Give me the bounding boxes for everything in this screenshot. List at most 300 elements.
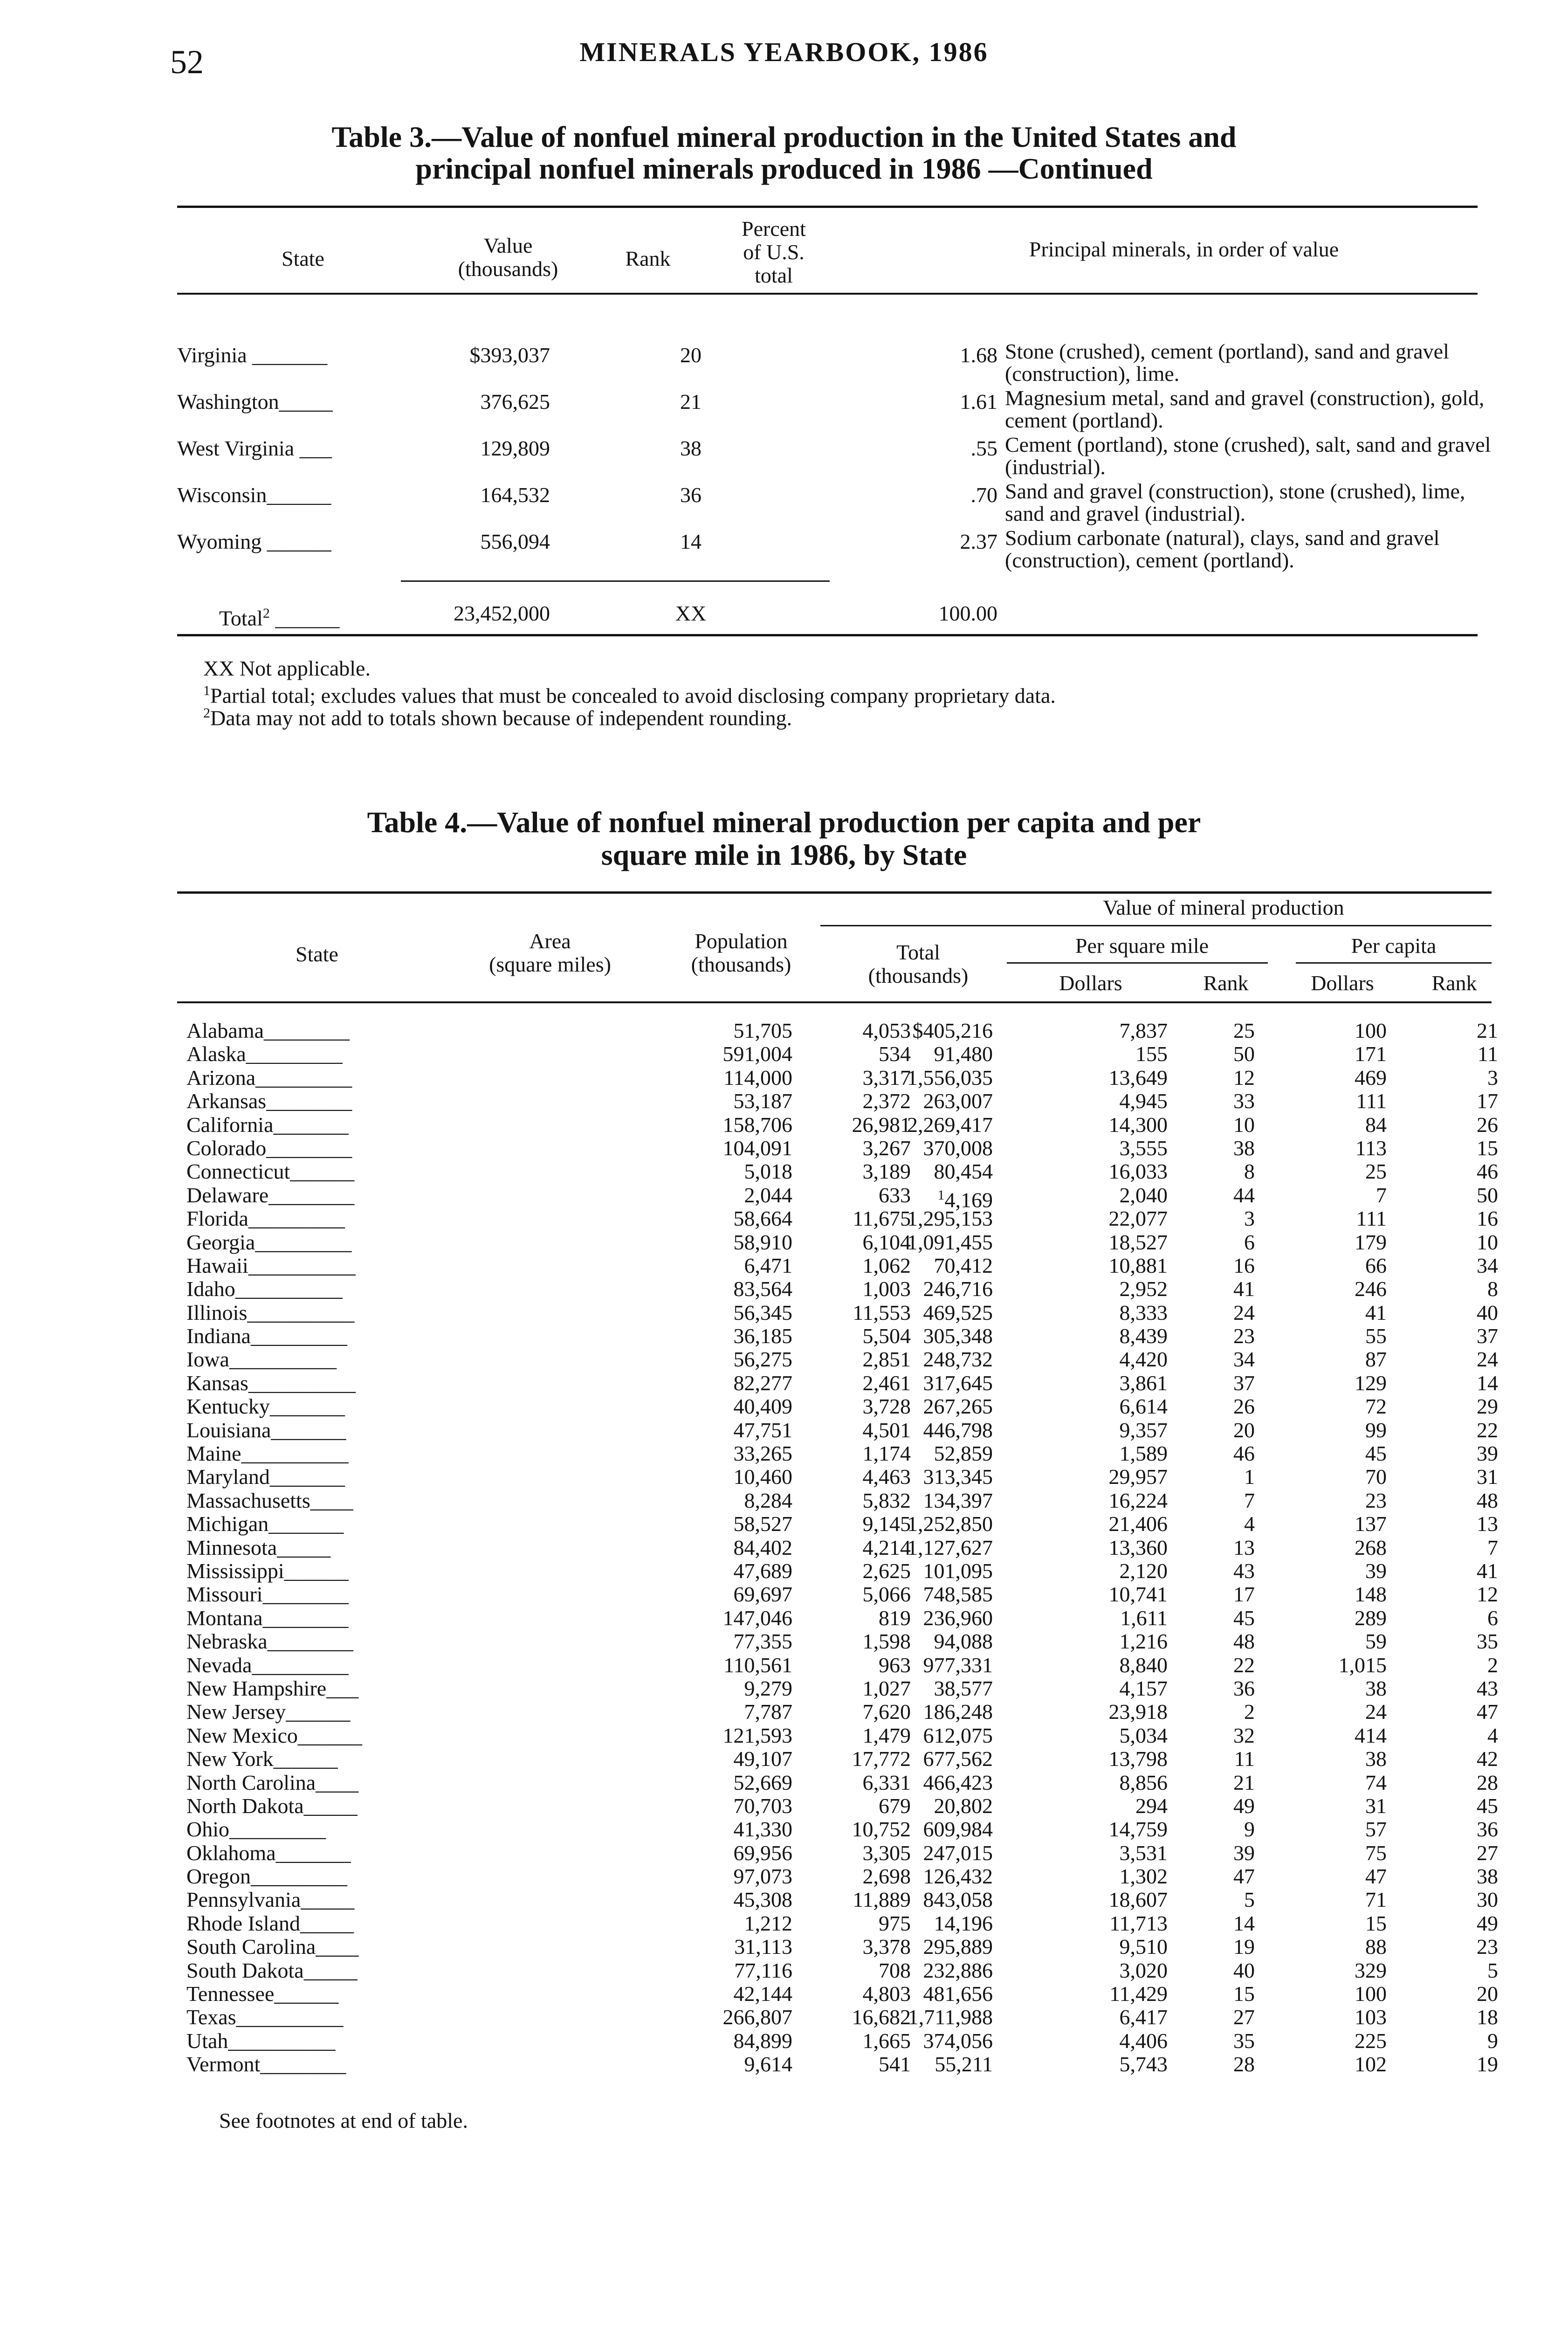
table4-header-group: Value of mineral production — [1103, 896, 1344, 919]
area-cell: 45,308 — [733, 1888, 792, 1912]
area-cell: 9,279 — [744, 1676, 792, 1700]
area-cell: 7,787 — [744, 1700, 792, 1724]
per-capita-rank-cell: 26 — [1477, 1112, 1498, 1137]
per-capita-dollars-cell: 84 — [1365, 1112, 1387, 1137]
total-cell: 374,056 — [923, 2028, 993, 2053]
table4-header-cap-rank: Rank — [1431, 971, 1477, 995]
total-cell: 748,585 — [923, 1582, 993, 1607]
area-cell: 70,703 — [733, 1793, 792, 1818]
per-capita-dollars-cell: 225 — [1355, 2028, 1387, 2053]
total-cell: 469,525 — [923, 1300, 993, 1324]
state-name: California_______ — [186, 1112, 349, 1137]
table3-header-minerals: Principal minerals, in order of value — [1029, 237, 1339, 261]
per-capita-rank-cell: 50 — [1477, 1183, 1498, 1207]
table4-row — [177, 1911, 1498, 1935]
per-capita-rank-cell: 47 — [1477, 1700, 1498, 1724]
population-cell: 1,479 — [862, 1723, 911, 1747]
population-cell: 17,772 — [852, 1747, 911, 1771]
table4-row — [177, 1747, 1498, 1771]
population-cell: 534 — [879, 1042, 911, 1066]
area-cell: 97,073 — [733, 1864, 792, 1889]
state-name: Texas__________ — [186, 2005, 344, 2029]
population-cell: 11,889 — [853, 1888, 911, 1912]
percent-cell: 1.61 — [960, 390, 997, 414]
table4-header-state: State — [296, 942, 338, 966]
table4-row — [177, 1841, 1498, 1865]
sq-mile-dollars-cell: 4,420 — [1119, 1347, 1168, 1372]
area-cell: 36,185 — [733, 1324, 792, 1348]
table4-row — [177, 1535, 1498, 1559]
state-name: Tennessee______ — [186, 1982, 339, 2006]
sq-mile-dollars-cell: 8,439 — [1119, 1324, 1168, 1348]
per-capita-rank-cell: 6 — [1487, 1606, 1498, 1630]
state-name: Oklahoma_______ — [186, 1841, 351, 1865]
table4-row — [177, 1770, 1498, 1794]
sq-mile-rank-cell: 40 — [1233, 1958, 1255, 1982]
sq-mile-rank-cell: 23 — [1233, 1324, 1255, 1348]
state-name: Kansas__________ — [186, 1371, 356, 1395]
sq-mile-rank-cell: 38 — [1233, 1136, 1255, 1160]
state-name: West Virginia ___ — [177, 436, 332, 460]
per-capita-rank-cell: 41 — [1477, 1559, 1498, 1583]
table4-header-per-square-mile: Per square mile — [1075, 934, 1209, 958]
state-name: Maryland_______ — [186, 1465, 345, 1489]
rank-cell: 21 — [680, 390, 701, 414]
see-footnotes: See footnotes at end of table. — [219, 2109, 468, 2132]
per-capita-dollars-cell: 25 — [1365, 1159, 1387, 1184]
table4-row — [177, 1019, 1498, 1042]
total-percent: 100.00 — [938, 601, 997, 625]
total-cell: 370,008 — [923, 1136, 993, 1160]
total-cell: 236,960 — [923, 1606, 993, 1630]
per-capita-dollars-cell: 1,015 — [1338, 1653, 1387, 1677]
per-capita-dollars-cell: 71 — [1365, 1888, 1387, 1912]
sq-mile-dollars-cell: 3,020 — [1119, 1958, 1168, 1982]
state-name: Hawaii__________ — [186, 1253, 356, 1277]
total-cell: 1,127,627 — [907, 1535, 993, 1559]
total-cell: 246,716 — [923, 1277, 993, 1301]
percent-cell: 2.37 — [960, 530, 997, 553]
sq-mile-dollars-cell: 13,798 — [1108, 1747, 1168, 1771]
table4-row — [177, 1347, 1498, 1372]
sq-mile-rank-cell: 35 — [1233, 2028, 1255, 2053]
per-capita-rank-cell: 4 — [1487, 1723, 1498, 1747]
table4-row — [177, 1465, 1498, 1489]
area-cell: 10,460 — [733, 1465, 792, 1489]
sq-mile-rank-cell: 25 — [1233, 1019, 1255, 1042]
area-cell: 49,107 — [733, 1747, 792, 1771]
table4-row — [177, 1676, 1498, 1700]
area-cell: 31,113 — [734, 1935, 792, 1959]
table3-total-rule — [401, 580, 830, 582]
total-cell: 14,196 — [934, 1911, 993, 1935]
sq-mile-dollars-cell: 2,040 — [1119, 1183, 1168, 1207]
state-name: Alaska_________ — [186, 1042, 343, 1066]
total-cell: 232,886 — [923, 1958, 993, 1982]
per-capita-rank-cell: 21 — [1477, 1019, 1498, 1042]
table4-row — [177, 1042, 1498, 1066]
total-cell: 1,556,035 — [907, 1065, 993, 1090]
rank-cell: 14 — [680, 530, 701, 553]
area-cell: 69,956 — [733, 1841, 792, 1865]
sq-mile-rank-cell: 6 — [1244, 1230, 1255, 1254]
per-capita-rank-cell: 13 — [1477, 1512, 1498, 1536]
area-cell: 56,275 — [733, 1347, 792, 1372]
total-cell: 317,645 — [923, 1371, 993, 1395]
population-cell: 3,378 — [862, 1935, 911, 1959]
per-capita-rank-cell: 10 — [1477, 1230, 1498, 1254]
total-cell: 267,265 — [923, 1394, 993, 1419]
rank-cell: 20 — [680, 343, 701, 367]
total-cell: 101,095 — [923, 1559, 993, 1583]
state-name: Missouri________ — [186, 1582, 349, 1607]
state-name: Arkansas________ — [186, 1089, 352, 1113]
table4-row — [177, 1700, 1498, 1724]
per-capita-dollars-cell: 469 — [1355, 1065, 1387, 1090]
sq-mile-dollars-cell: 10,741 — [1108, 1582, 1168, 1607]
per-capita-rank-cell: 36 — [1477, 1817, 1498, 1841]
table4-row — [177, 1230, 1498, 1254]
table4-row — [177, 1183, 1498, 1212]
total-cell: 466,423 — [923, 1770, 993, 1794]
state-name: North Carolina____ — [186, 1770, 359, 1794]
table4-row — [177, 1935, 1498, 1959]
table4-header-total: Total (thousands) — [868, 940, 969, 987]
area-cell: 47,751 — [733, 1418, 792, 1442]
sq-mile-rank-cell: 49 — [1233, 1793, 1255, 1818]
state-name: South Carolina____ — [186, 1935, 359, 1959]
population-cell: 11,675 — [853, 1207, 911, 1231]
per-capita-dollars-cell: 100 — [1355, 1982, 1387, 2006]
area-cell: 58,664 — [733, 1207, 792, 1231]
population-cell: 963 — [879, 1653, 911, 1677]
per-capita-rank-cell: 28 — [1477, 1770, 1498, 1794]
state-name: North Dakota_____ — [186, 1793, 358, 1818]
per-capita-rank-cell: 39 — [1477, 1441, 1498, 1466]
sq-mile-dollars-cell: 13,649 — [1108, 1065, 1168, 1090]
per-capita-rank-cell: 27 — [1477, 1841, 1498, 1865]
table3-row — [177, 433, 1491, 481]
minerals-cell: Magnesium metal, sand and gravel (construction), gold, cement (portland). — [1005, 386, 1485, 432]
population-cell: 5,066 — [862, 1582, 911, 1607]
per-capita-rank-cell: 30 — [1477, 1888, 1498, 1912]
total-cell: 977,331 — [923, 1653, 993, 1677]
per-capita-dollars-cell: 268 — [1355, 1535, 1387, 1559]
value-cell: $393,037 — [469, 343, 550, 367]
table4-row — [177, 1277, 1498, 1301]
per-capita-rank-cell: 3 — [1487, 1065, 1498, 1090]
sq-mile-dollars-cell: 11,713 — [1109, 1911, 1168, 1935]
population-cell: 3,728 — [862, 1394, 911, 1419]
sq-mile-rank-cell: 47 — [1233, 1864, 1255, 1889]
state-name: Idaho__________ — [186, 1277, 343, 1301]
state-name: South Dakota_____ — [186, 1958, 358, 1982]
table4-row — [177, 1653, 1498, 1677]
sq-mile-rank-cell: 39 — [1233, 1841, 1255, 1865]
table4-row — [177, 1817, 1498, 1841]
population-cell: 4,501 — [862, 1418, 911, 1442]
sq-mile-dollars-cell: 3,555 — [1119, 1136, 1168, 1160]
area-cell: 58,527 — [733, 1512, 792, 1536]
total-cell: 609,984 — [923, 1817, 993, 1841]
total-cell: 1,091,455 — [907, 1230, 993, 1254]
state-name: Michigan_______ — [186, 1512, 344, 1536]
per-capita-dollars-cell: 38 — [1365, 1676, 1387, 1700]
state-name: Rhode Island_____ — [186, 1911, 354, 1935]
per-capita-rank-cell: 42 — [1477, 1747, 1498, 1771]
sq-mile-dollars-cell: 29,957 — [1108, 1465, 1168, 1489]
population-cell: 2,698 — [862, 1864, 911, 1889]
total-cell: 481,656 — [923, 1982, 993, 2006]
table3-header-rule — [177, 293, 1478, 295]
state-name: Colorado________ — [186, 1136, 352, 1160]
per-capita-rank-cell: 38 — [1477, 1864, 1498, 1889]
area-cell: 83,564 — [733, 1277, 792, 1301]
table4-row — [177, 2005, 1498, 2029]
population-cell: 2,372 — [862, 1089, 911, 1113]
state-name: Alabama________ — [186, 1019, 350, 1042]
sq-mile-dollars-cell: 16,224 — [1108, 1488, 1168, 1512]
total-cell: 38,577 — [934, 1676, 993, 1700]
total-value: 23,452,000 — [454, 601, 550, 625]
sq-mile-dollars-cell: 8,856 — [1119, 1770, 1168, 1794]
sq-mile-rank-cell: 22 — [1233, 1653, 1255, 1677]
sq-mile-rank-cell: 32 — [1233, 1723, 1255, 1747]
area-cell: 114,000 — [723, 1065, 792, 1090]
sq-mile-rank-cell: 34 — [1233, 1347, 1255, 1372]
population-cell: 26,981 — [852, 1112, 911, 1137]
per-capita-rank-cell: 35 — [1477, 1629, 1498, 1654]
sq-mile-rank-cell: 21 — [1233, 1770, 1255, 1794]
sq-mile-dollars-cell: 9,357 — [1119, 1418, 1168, 1442]
table4-row — [177, 1559, 1498, 1583]
minerals-cell: Sand and gravel (construction), stone (crushed), lime, sand and gravel (industrial). — [1005, 479, 1465, 525]
total-cell: 80,454 — [934, 1159, 993, 1184]
sq-mile-dollars-cell: 3,531 — [1119, 1841, 1168, 1865]
population-cell: 16,682 — [852, 2005, 911, 2029]
sq-mile-dollars-cell: 23,918 — [1108, 1700, 1168, 1724]
sq-mile-rank-cell: 44 — [1233, 1183, 1255, 1207]
sq-mile-rank-cell: 15 — [1233, 1982, 1255, 2006]
state-name: Arizona_________ — [186, 1065, 352, 1090]
sq-mile-dollars-cell: 6,417 — [1119, 2005, 1168, 2029]
footnote-2: $^2$Data may not add to totals shown because of independent rounding. — [203, 705, 792, 730]
percent-cell: .70 — [970, 483, 997, 507]
table4-row — [177, 1629, 1498, 1654]
footnote-1: $^1$Partial total; excludes values that must be concealed to avoid disclosing company proprietary data. — [203, 683, 1056, 708]
sq-mile-dollars-cell: 5,034 — [1119, 1723, 1168, 1747]
per-capita-rank-cell: 49 — [1477, 1911, 1498, 1935]
total-cell: 248,732 — [923, 1347, 993, 1372]
state-name: Ohio_________ — [186, 1817, 326, 1841]
area-cell: 41,330 — [733, 1817, 792, 1841]
table4-row — [177, 2028, 1498, 2053]
total-cell: 91,480 — [934, 1042, 993, 1066]
percent-cell: 1.68 — [960, 343, 997, 367]
sq-mile-rank-cell: 26 — [1233, 1394, 1255, 1419]
value-cell: 164,532 — [480, 483, 550, 507]
per-capita-dollars-cell: 74 — [1365, 1770, 1387, 1794]
population-cell: 6,104 — [862, 1230, 911, 1254]
table4-row — [177, 2052, 1498, 2076]
total-cell: 295,889 — [923, 1935, 993, 1959]
per-capita-dollars-cell: 102 — [1355, 2052, 1387, 2076]
total-cell: 55,211 — [935, 2052, 993, 2076]
table4-row — [177, 1394, 1498, 1419]
area-cell: 42,144 — [733, 1982, 792, 2006]
state-name: Maine__________ — [186, 1441, 349, 1466]
per-capita-rank-cell: 29 — [1477, 1394, 1498, 1419]
total-cell: 134,397 — [923, 1488, 993, 1512]
table4-header-sq-dollars: Dollars — [1059, 971, 1122, 995]
area-cell: 147,046 — [722, 1606, 792, 1630]
sq-mile-rank-cell: 43 — [1233, 1559, 1255, 1583]
total-cell: 843,058 — [923, 1888, 993, 1912]
sq-mile-rank-cell: 27 — [1233, 2005, 1255, 2029]
per-capita-dollars-cell: 55 — [1365, 1324, 1387, 1348]
sq-mile-rank-cell: 9 — [1244, 1817, 1255, 1841]
table4-title-line2: square mile in 1986, by State — [601, 838, 967, 871]
population-cell: 3,305 — [862, 1841, 911, 1865]
population-cell: 2,851 — [862, 1347, 911, 1372]
state-name: Iowa__________ — [186, 1347, 337, 1372]
per-capita-rank-cell: 40 — [1477, 1300, 1498, 1324]
sq-mile-rank-cell: 16 — [1233, 1253, 1255, 1277]
sq-mile-rank-cell: 19 — [1233, 1935, 1255, 1959]
sq-mile-rank-cell: 33 — [1233, 1089, 1255, 1113]
area-cell: 53,187 — [733, 1089, 792, 1113]
area-cell: 82,277 — [733, 1371, 792, 1395]
table3-row — [177, 386, 1485, 434]
area-cell: 47,689 — [733, 1559, 792, 1583]
population-cell: 3,189 — [862, 1159, 911, 1184]
area-cell: 104,091 — [722, 1136, 792, 1160]
per-capita-dollars-cell: 7 — [1376, 1183, 1387, 1207]
area-cell: 58,910 — [733, 1230, 792, 1254]
sq-mile-dollars-cell: 14,759 — [1108, 1817, 1168, 1841]
sq-mile-dollars-cell: 155 — [1135, 1042, 1168, 1066]
per-capita-dollars-cell: 39 — [1365, 1559, 1387, 1583]
table4-row — [177, 1888, 1498, 1912]
table4-row — [177, 1958, 1498, 1982]
per-capita-dollars-cell: 23 — [1365, 1488, 1387, 1512]
sq-mile-dollars-cell: 13,360 — [1108, 1535, 1168, 1559]
area-cell: 40,409 — [733, 1394, 792, 1419]
minerals-cell: Stone (crushed), cement (portland), sand and gravel (construction), lime. — [1005, 339, 1449, 386]
population-cell: 4,803 — [862, 1982, 911, 2006]
sq-mile-rank-cell: 20 — [1233, 1418, 1255, 1442]
state-name: New Jersey______ — [186, 1700, 351, 1724]
per-capita-dollars-cell: 148 — [1355, 1582, 1387, 1607]
population-cell: 1,027 — [862, 1676, 911, 1700]
per-capita-dollars-cell: 88 — [1365, 1935, 1387, 1959]
population-cell: 1,062 — [862, 1253, 911, 1277]
sq-mile-dollars-cell: 4,157 — [1119, 1676, 1168, 1700]
per-capita-dollars-cell: 31 — [1365, 1793, 1387, 1818]
per-capita-dollars-cell: 137 — [1355, 1512, 1387, 1536]
per-capita-dollars-cell: 113 — [1355, 1136, 1387, 1160]
sq-mile-dollars-cell: 14,300 — [1108, 1112, 1168, 1137]
sq-mile-rank-cell: 5 — [1244, 1888, 1255, 1912]
per-capita-dollars-cell: 75 — [1365, 1841, 1387, 1865]
state-name: Nebraska________ — [186, 1629, 353, 1654]
sq-mile-dollars-cell: 3,861 — [1119, 1371, 1168, 1395]
per-capita-rank-cell: 5 — [1487, 1958, 1498, 1982]
population-cell: 975 — [879, 1911, 911, 1935]
per-capita-dollars-cell: 72 — [1365, 1394, 1387, 1419]
area-cell: 51,705 — [733, 1019, 792, 1042]
area-cell: 5,018 — [744, 1159, 792, 1184]
sq-mile-rank-cell: 2 — [1244, 1700, 1255, 1724]
state-name: Nevada_________ — [186, 1653, 349, 1677]
per-capita-dollars-cell: 38 — [1365, 1747, 1387, 1771]
area-cell: 6,471 — [744, 1253, 792, 1277]
area-cell: 77,355 — [733, 1629, 792, 1654]
table4-group-rule — [820, 925, 1492, 926]
sq-mile-dollars-cell: 18,607 — [1108, 1888, 1168, 1912]
total-cell: 313,345 — [923, 1465, 993, 1489]
table4-row — [177, 1512, 1498, 1536]
total-cell: 247,015 — [923, 1841, 993, 1865]
table3-top-rule — [177, 206, 1478, 208]
per-capita-rank-cell: 2 — [1487, 1653, 1498, 1677]
per-capita-dollars-cell: 171 — [1355, 1042, 1387, 1066]
per-capita-rank-cell: 16 — [1477, 1207, 1498, 1231]
population-cell: 679 — [879, 1793, 911, 1818]
table4-row — [177, 1136, 1498, 1160]
per-capita-dollars-cell: 111 — [1356, 1089, 1387, 1113]
per-capita-rank-cell: 7 — [1487, 1535, 1498, 1559]
area-cell: 77,116 — [734, 1958, 792, 1982]
population-cell: 5,504 — [862, 1324, 911, 1348]
table4-row — [177, 1112, 1498, 1137]
sq-mile-dollars-cell: 5,743 — [1119, 2052, 1168, 2076]
per-capita-rank-cell: 24 — [1477, 1347, 1498, 1372]
table4-row — [177, 1371, 1498, 1395]
sq-mile-rank-cell: 45 — [1233, 1606, 1255, 1630]
per-capita-rank-cell: 22 — [1477, 1418, 1498, 1442]
per-capita-rank-cell: 8 — [1487, 1277, 1498, 1301]
population-cell: 2,625 — [862, 1559, 911, 1583]
state-name: Pennsylvania_____ — [186, 1888, 355, 1912]
running-head: MINERALS YEARBOOK, 1986 — [579, 37, 989, 67]
sq-mile-rank-cell: 11 — [1234, 1747, 1255, 1771]
sq-mile-rank-cell: 1 — [1244, 1465, 1255, 1489]
sq-mile-dollars-cell: 4,406 — [1119, 2028, 1168, 2053]
sq-mile-dollars-cell: 294 — [1135, 1793, 1168, 1818]
per-capita-rank-cell: 12 — [1477, 1582, 1498, 1607]
sq-mile-rank-cell: 28 — [1233, 2052, 1255, 2076]
table3-total-row — [177, 601, 1478, 646]
table3-title-line2: principal nonfuel minerals produced in 1986 —Continued — [415, 152, 1153, 185]
table4-body — [177, 1019, 1498, 2076]
total-cell: 52,859 — [934, 1441, 993, 1466]
per-capita-dollars-cell: 15 — [1365, 1911, 1387, 1935]
total-cell: 1,295,153 — [907, 1207, 993, 1231]
area-cell: 52,669 — [733, 1770, 792, 1794]
rank-cell: 38 — [680, 436, 701, 460]
table4-row — [177, 1253, 1498, 1277]
sq-mile-dollars-cell: 8,333 — [1119, 1300, 1168, 1324]
table4-row — [177, 1864, 1498, 1889]
table4-top-rule — [177, 891, 1492, 894]
per-capita-rank-cell: 20 — [1477, 1982, 1498, 2006]
state-name: Utah__________ — [186, 2028, 336, 2053]
area-cell: 158,706 — [722, 1112, 792, 1137]
per-capita-dollars-cell: 47 — [1365, 1864, 1387, 1889]
sq-mile-dollars-cell: 9,510 — [1119, 1935, 1168, 1959]
sq-mile-dollars-cell: 6,614 — [1119, 1394, 1168, 1419]
